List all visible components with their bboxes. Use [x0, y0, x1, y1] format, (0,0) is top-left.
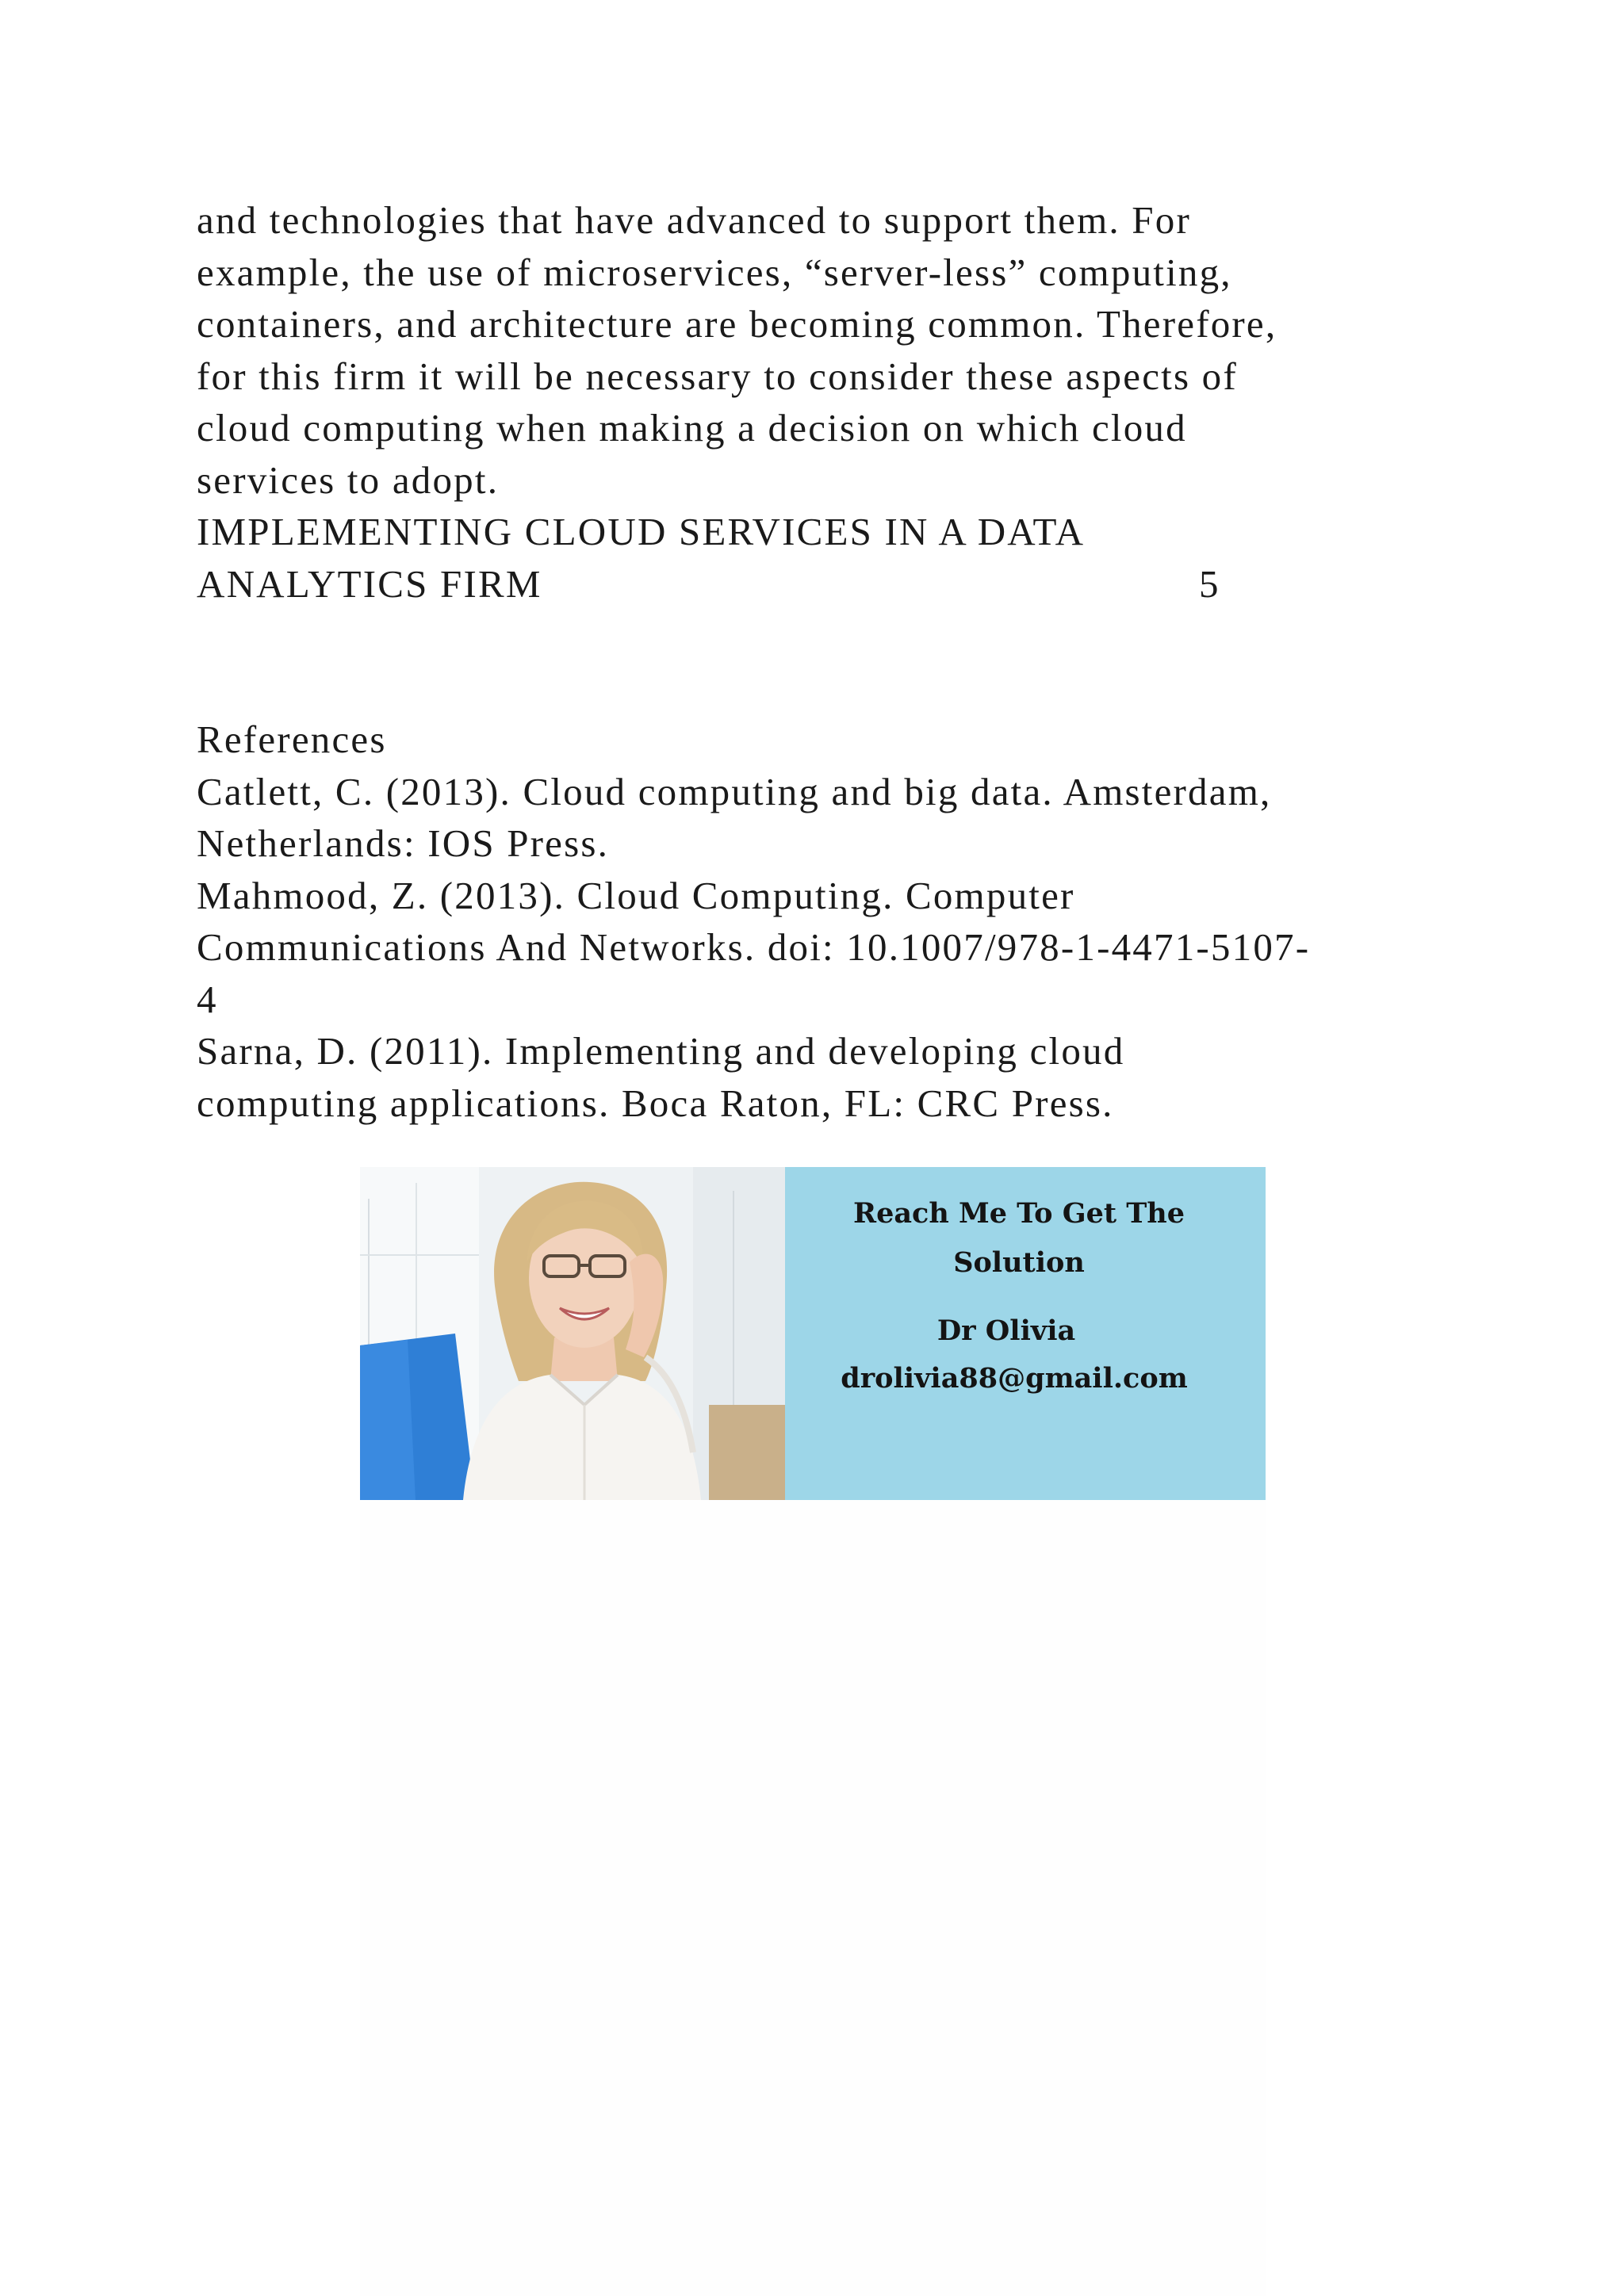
- reference-line: 4: [197, 977, 218, 1021]
- contact-email: drolivia88@gmail.com: [841, 1362, 1188, 1395]
- paragraph-line: for this firm it will be necessary to consider these aspects of: [197, 354, 1238, 398]
- portrait-illustration: [360, 1167, 785, 1500]
- reference-line: Netherlands: IOS Press.: [197, 821, 610, 865]
- body-paragraph: [197, 194, 1497, 506]
- running-header-row: [197, 558, 1497, 610]
- contact-name: Dr Olivia: [936, 1314, 1076, 1347]
- reference-line: Mahmood, Z. (2013). Cloud Computing. Computer: [197, 873, 1075, 917]
- paragraph-line: services to adopt.: [197, 457, 500, 502]
- contact-banner: [360, 1167, 1266, 1500]
- banner-heading-continued: Solution: [953, 1246, 1085, 1279]
- running-header-title-continued: ANALYTICS FIRM: [197, 561, 542, 606]
- references-heading: References: [197, 718, 387, 761]
- running-header: [197, 506, 1497, 610]
- portrait-photo: [360, 1167, 785, 1500]
- paragraph-line: example, the use of microservices, “server-less” computing,: [197, 250, 1232, 294]
- paragraph-line: containers, and architecture are becoming common. Therefore,: [197, 302, 1277, 346]
- contact-info-panel: [785, 1167, 1266, 1500]
- paragraph-line: and technologies that have advanced to support them. For: [197, 198, 1191, 242]
- running-header-title: IMPLEMENTING CLOUD SERVICES IN A DATA: [197, 510, 1086, 553]
- page-number: 5: [1199, 561, 1220, 606]
- reference-line: Communications And Networks. doi: 10.1007/978-1-4471-5107-: [197, 925, 1311, 969]
- reference-line: Catlett, C. (2013). Cloud computing and big data. Amsterdam,: [197, 769, 1272, 813]
- reference-line: Sarna, D. (2011). Implementing and developing cloud: [197, 1029, 1125, 1073]
- references-section: [197, 714, 1497, 1129]
- paragraph-line: cloud computing when making a decision on which cloud: [197, 406, 1187, 450]
- banner-heading: Reach Me To Get The: [852, 1197, 1185, 1230]
- reference-line: computing applications. Boca Raton, FL: CRC Press.: [197, 1081, 1114, 1125]
- blank-area: [360, 1500, 1266, 2296]
